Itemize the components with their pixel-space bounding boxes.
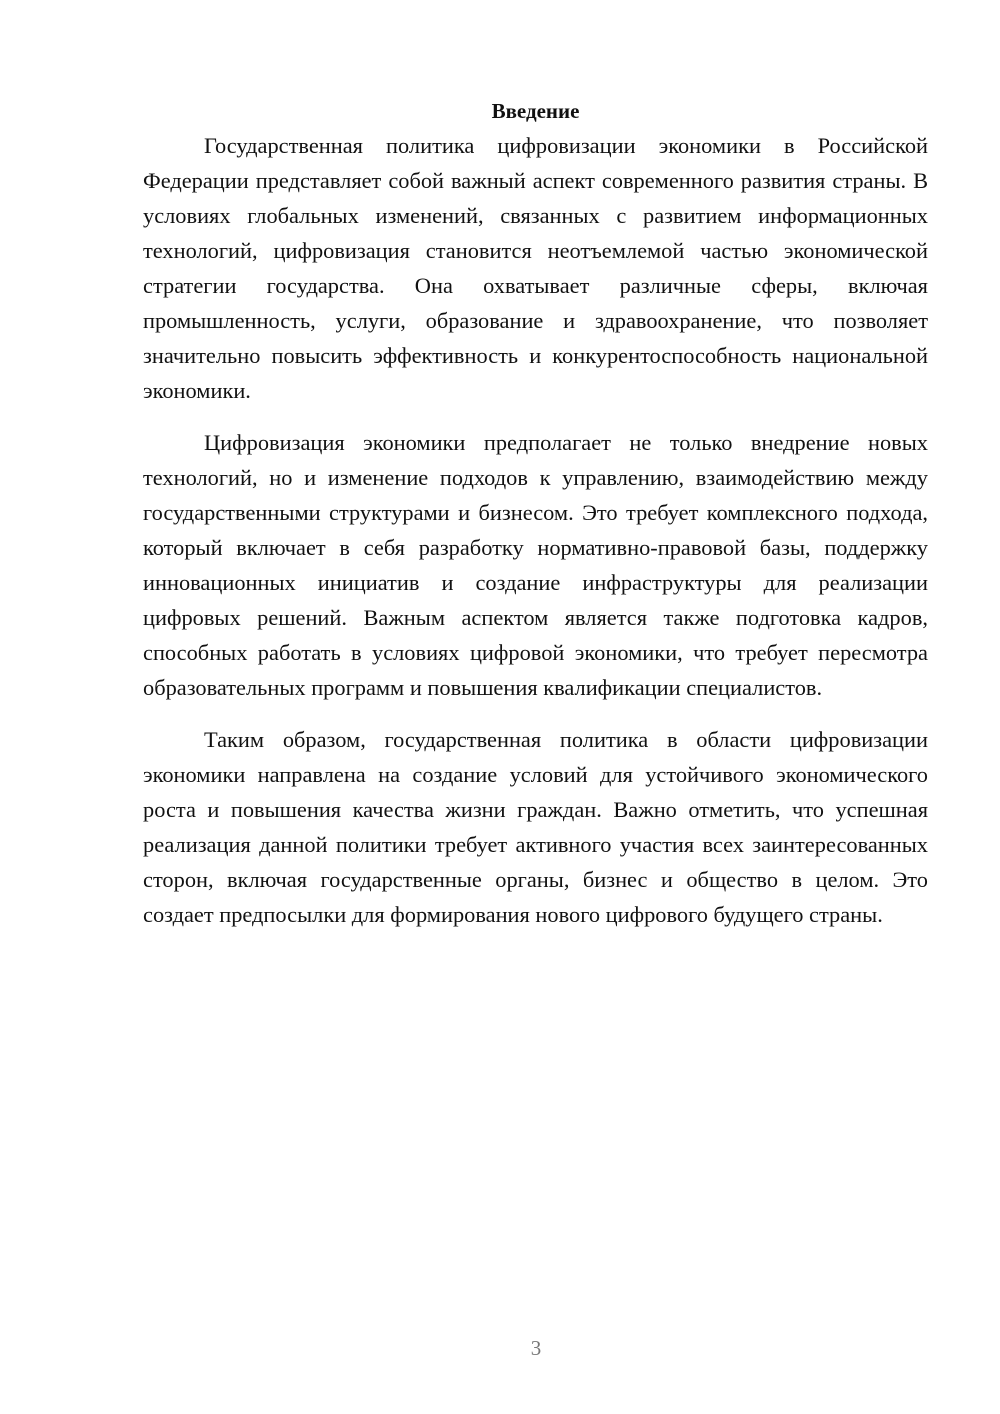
paragraph-1: Государственная политика цифровизации экономики в Российской Федерации представляет собой важный аспект современного развития страны. В условиях глобальных изменений, связанных с развитием информационных технологий, цифровизация становится неотъемлемой частью экономической стратегии государства. Она охватывает различные сферы, включая промышленность, услуги, образование и здравоохранение, что позволяет значительно повысить эффективность и конкурентоспособность национальной экономики.	[143, 133, 928, 403]
paragraph-2: Цифровизация экономики предполагает не только внедрение новых технологий, но и изменение подходов к управлению, взаимодействию между государственными структурами и бизнесом. Это требует комплексного подхода, который включает в себя разработку нормативно-правовой базы, поддержку инновационных инициатив и создание инфраструктуры для реализации цифровых решений. Важным аспектом является также подготовка кадров, способных работать в условиях цифровой экономики, что требует пересмотра образовательных программ и повышения квалификации специалистов.	[143, 430, 928, 700]
paragraph-3: Таким образом, государственная политика в области цифровизации экономики направлена на создание условий для устойчивого экономического роста и повышения качества жизни граждан. Важно отметить, что успешная реализация данной политики требует активного участия всех заинтересованных сторон, включая государственные органы, бизнес и общество в целом. Это создает предпосылки для формирования нового цифрового будущего страны.	[143, 727, 928, 927]
section-heading: Введение	[491, 99, 580, 123]
page-number: 3	[530, 1336, 542, 1360]
page-content	[143, 94, 928, 932]
